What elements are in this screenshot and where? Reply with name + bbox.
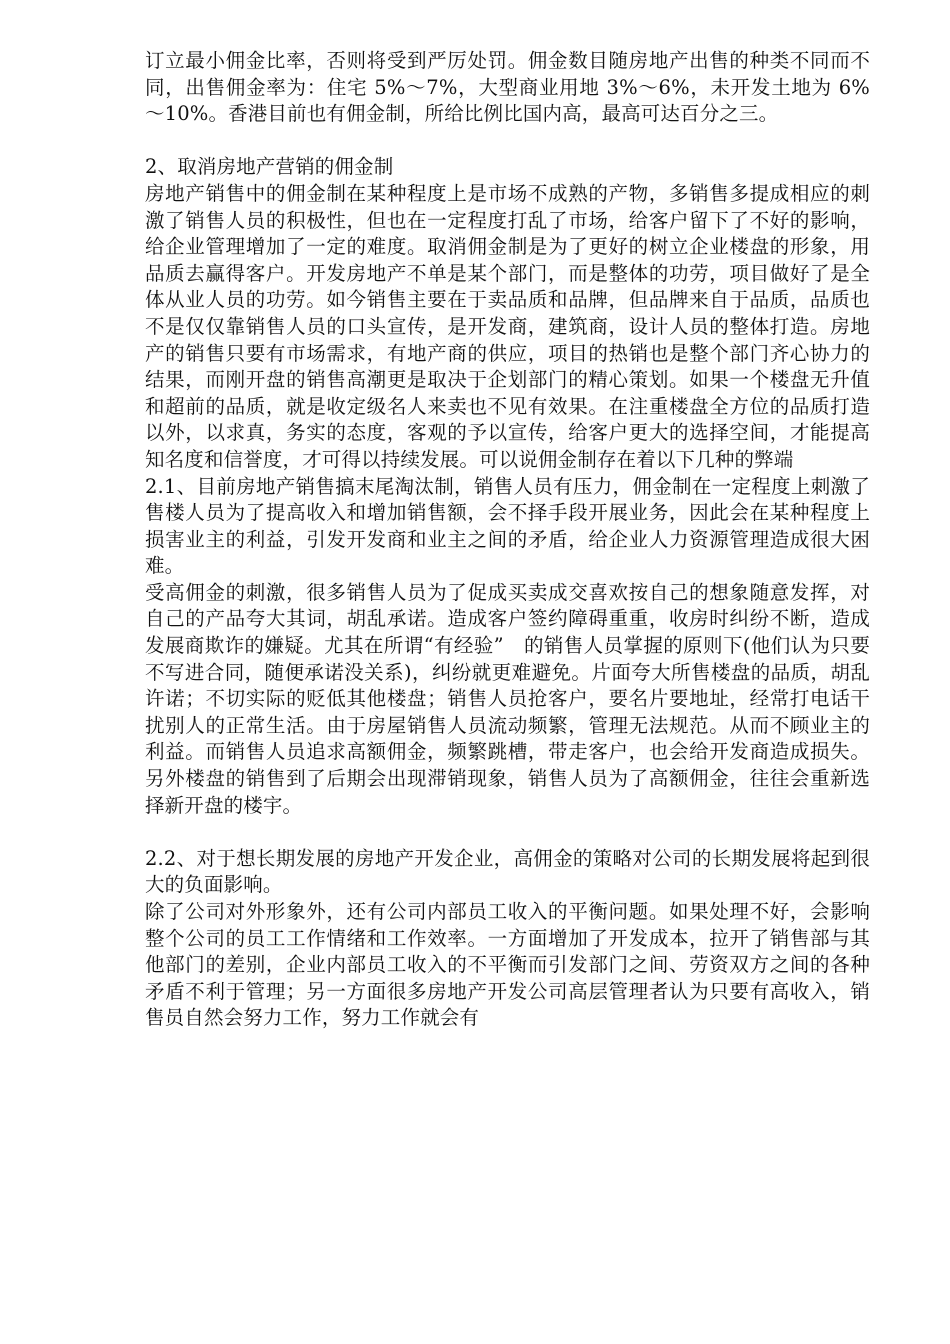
paragraph-internal-balance: 除了公司对外形象外，还有公司内部员工收入的平衡问题。如果处理不好，会影响整个公司的员工工作情绪和工作效率。一方面增加了开发成本，拉开了销售部与其他部门的差别，企业内部员工收入的不平衡而引发部门之间、劳资双方之间的各种矛盾不利于管理；另一方面很多房地产开发公司高层管理者认为只要有高收入，销售员自然会努力工作，努力工作就会有 — [145, 900, 870, 1030]
paragraph-spacer — [145, 819, 870, 846]
document-page — [145, 48, 870, 1032]
paragraph-spacer — [145, 128, 870, 155]
paragraph-section-2-2: 2.2、对于想长期发展的房地产开发企业，高佣金的策略对公司的长期发展将起到很大的负面影响。 — [145, 846, 870, 897]
paragraph-section-2-1: 2.1、目前房地产销售搞末尾淘汰制，销售人员有压力，佣金制在一定程度上刺激了售楼人员为了提高收入和增加销售额，会不择手段开展业务，因此会在某种程度上损害业主的利益，引发开发商和业主之间的矛盾，给企业人力资源管理造成很大困难。 — [145, 474, 870, 578]
section-heading-2: 2、取消房地产营销的佣金制 — [145, 155, 394, 179]
paragraph-high-commission-effects: 受高佣金的刺激，很多销售人员为了促成买卖成交喜欢按自己的想象随意发挥，对自己的产品夸大其词，胡乱承诺。造成客户签约障碍重重，收房时纠纷不断，造成发展商欺诈的嫌疑。尤其在所谓“有经验” 的销售人员掌握的原则下(他们认为只要不写进合同，随便承诺没关系)，纠纷就更难避免。片面夸大所售楼盘的品质，胡乱许诺；不切实际的贬低其他楼盘；销售人员抢客户，要名片要地址，经常打电话干扰别人的正常生活。由于房屋销售人员流动频繁，管理无法规范。从而不顾业主的利益。而销售人员追求高额佣金，频繁跳槽，带走客户，也会给开发商造成损失。另外楼盘的销售到了后期会出现滞销现象，销售人员为了高额佣金，往往会重新选择新开盘的楼宇。 — [145, 580, 870, 817]
paragraph-commission-rates: 订立最小佣金比率，否则将受到严厉处罚。佣金数目随房地产出售的种类不同而不同，出售佣金率为：住宅 5%～7%，大型商业用地 3%～6%，未开发土地为 6%～10%。香港目前也有佣金制，所给比例比国内高，最高可达百分之三。 — [145, 49, 870, 126]
paragraph-cancel-commission: 房地产销售中的佣金制在某种程度上是市场不成熟的产物，多销售多提成相应的刺激了销售人员的积极性，但也在一定程度打乱了市场，给客户留下了不好的影响，给企业管理增加了一定的难度。取消佣金制是为了更好的树立企业楼盘的形象，用品质去赢得客户。开发房地产不单是某个部门，而是整体的功劳，项目做好了是全体从业人员的功劳。如今销售主要在于卖品质和品牌，但品牌来自于品质，品质也不是仅仅靠销售人员的口头宣传，是开发商，建筑商，设计人员的整体打造。房地产的销售只要有市场需求，有地产商的供应，项目的热销也是整个部门齐心协力的结果，而刚开盘的销售高潮更是取决于企划部门的精心策划。如果一个楼盘无升值和超前的品质，就是收定级名人来卖也不见有效果。在注重楼盘全方位的品质打造以外，以求真，务实的态度，客观的予以宣传，给客户更大的选择空间，才能提高知名度和信誉度，才可得以持续发展。可以说佣金制存在着以下几种的弊端 — [145, 181, 870, 471]
